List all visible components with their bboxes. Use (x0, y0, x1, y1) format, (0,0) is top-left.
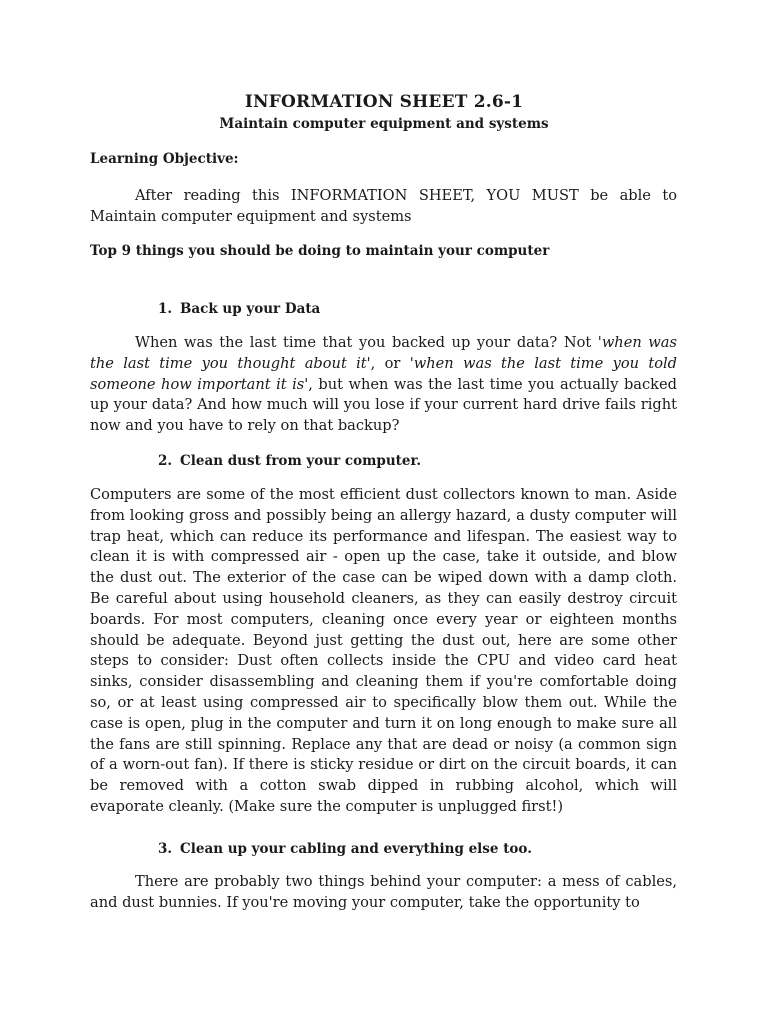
section-1-heading (158, 301, 320, 317)
section-2-heading (158, 453, 421, 469)
document-title: INFORMATION SHEET 2.6-1 (244, 92, 524, 112)
learning-objective-heading: Learning Objective: (90, 151, 239, 167)
section-1-text-a: When was the last time that you backed up your data? Not ' (135, 334, 602, 351)
section-3-number: 3. (158, 841, 173, 857)
section-3-heading (158, 841, 532, 857)
section-2-number: 2. (158, 453, 173, 469)
document-subtitle: Maintain computer equipment and systems (219, 116, 549, 132)
section-3-title: Clean up your cabling and everything else too. (180, 841, 532, 857)
section-1-body (90, 333, 677, 437)
section-1-italic-b: when was the last time you told someone how important it is (90, 354, 678, 393)
section-2-body: Computers are some of the most efficient dust collectors known to man. Aside from looking gross and possibly being an allergy hazard, a dusty computer will trap heat, which can reduce its performance and lifespan. The easiest way to clean it is with compressed air - open up the case, take it outside, and blow the dust out. The exterior of the case can be wiped down with a damp cloth. Be careful about using household cleaners, as they can easily destroy circuit boards. For most computers, cleaning once every year or eighteen months should be adequate. Beyond just getting the dust out, here are some other steps to consider: Dust often collects inside the CPU and video card heat sinks, consider disassembling and cleaning them if you're comfortable doing so, or at least using compressed air to specifically blow them out. While the case is open, plug in the computer and turn it on long enough to make sure all the fans are still spinning. Replace any that are dead or noisy (a common sign of a worn-out fan). If there is sticky residue or dirt on the circuit boards, it can be removed with a cotton swab dipped in rubbing alcohol, which will evaporate cleanly. (Make sure the computer is unplugged first!) (90, 486, 677, 815)
objective-paragraph: After reading this INFORMATION SHEET, YOU MUST be able to Maintain computer equipment and systems (90, 187, 677, 225)
section-1-title: Back up your Data (180, 301, 321, 317)
section-1-text-b: ', or ' (366, 354, 414, 372)
section-1-text-c: ', but when was the last time you actually backed up your data? And how much will you lose if your current hard drive fails right now and you have to rely on that backup? (90, 375, 677, 435)
section-1-number: 1. (158, 301, 173, 317)
section-2-title: Clean dust from your computer. (180, 453, 422, 469)
top-things-heading: Top 9 things you should be doing to maintain your computer (90, 243, 550, 259)
section-3-body: There are probably two things behind your computer: a mess of cables, and dust bunnies. If you're moving your computer, take the opportunity to (90, 873, 677, 911)
section-1-italic-a: when was the last time you thought about it (90, 334, 677, 372)
